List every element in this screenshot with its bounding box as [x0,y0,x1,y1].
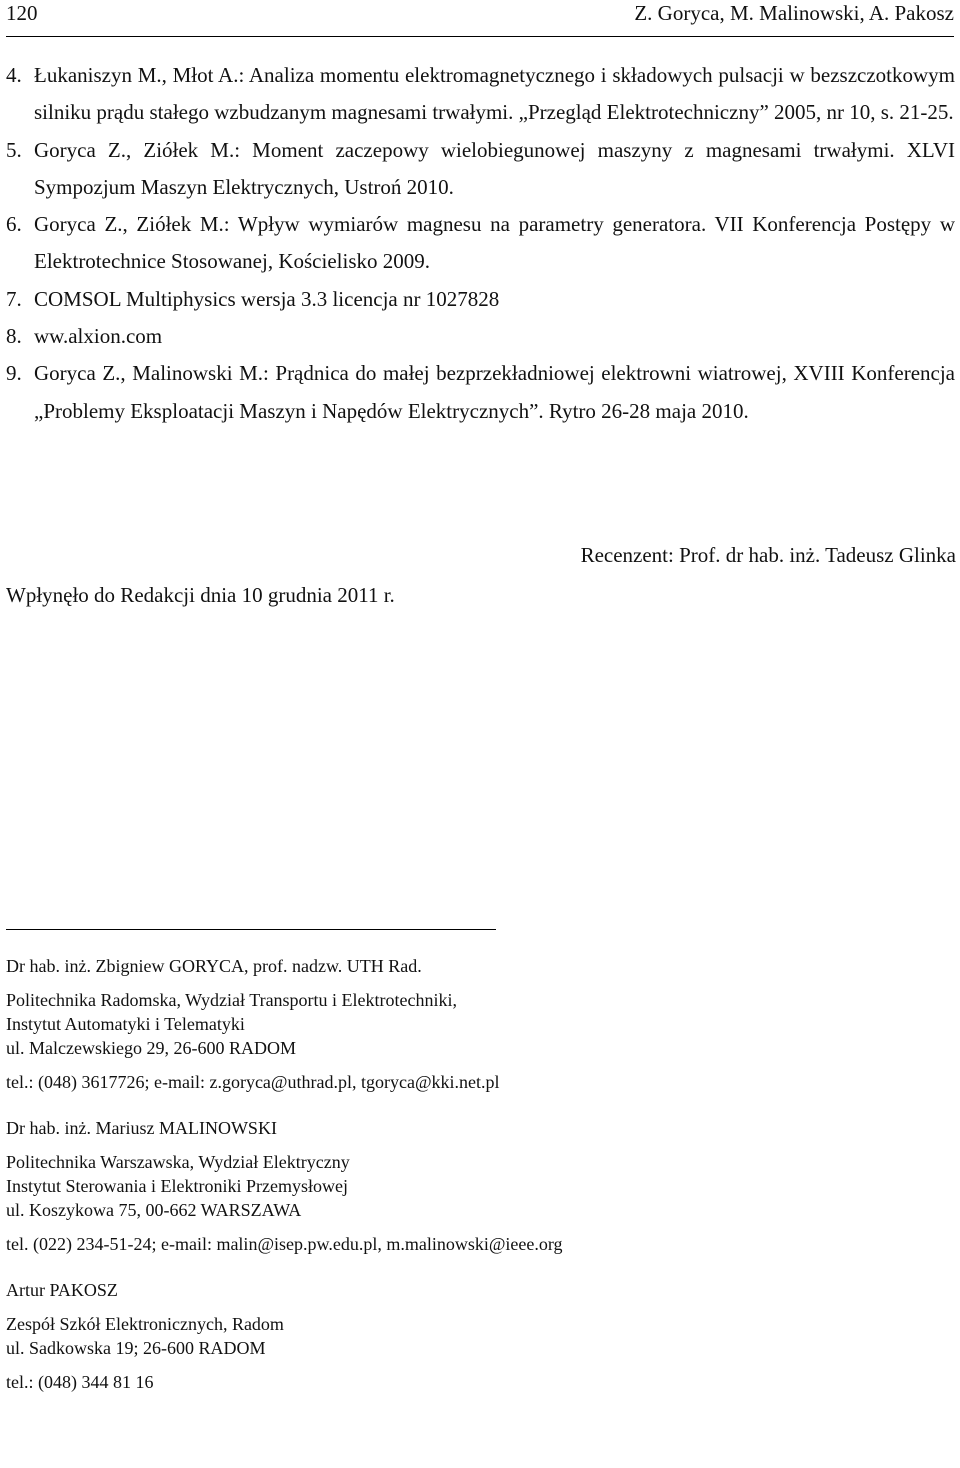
address-line: Instytut Sterowania i Elektroniki Przemysłowej [6,1176,348,1196]
reference-number: 9. [6,361,22,386]
address-line: Instytut Automatyki i Telematyki [6,1014,245,1034]
reference-item [6,281,955,318]
page-header [6,0,954,37]
author-affiliation [6,1278,563,1394]
author-contact: tel.: (048) 3617726; e-mail: z.goryca@uthrad.pl, tgoryca@kki.net.pl [6,1072,500,1092]
page-number: 120 [6,1,38,25]
received-date-note: Wpłynęło do Redakcji dnia 10 grudnia 2011 r. [6,583,395,607]
address-line: ul. Sadkowska 19; 26-600 RADOM [6,1338,266,1358]
address-line: ul. Koszykowa 75, 00-662 WARSZAWA [6,1200,302,1220]
reference-number: 6. [6,212,22,237]
reference-item [6,355,955,430]
author-contact: tel.: (048) 344 81 16 [6,1372,154,1392]
reference-item [6,132,955,207]
footnote-divider [6,929,496,930]
author-affiliation [6,954,563,1094]
reference-text: Goryca Z., Ziółek M.: Moment zaczepowy wielobiegunowej maszyny z magnesami trwałymi. XLVI Sympozjum Maszyn Elektrycznych, Ustroń 2010. [34,137,955,199]
reference-item [6,318,955,355]
reference-number: 8. [6,324,22,349]
address-line: Politechnika Radomska, Wydział Transportu i Elektrotechniki, [6,990,458,1010]
address-line: Politechnika Warszawska, Wydział Elektryczny [6,1152,350,1172]
reference-text: Łukaniszyn M., Młot A.: Analiza momentu elektromagnetycznego i składowych pulsacji w bezszczotkowym silniku prądu stałego wzbudzanym magnesami trwałymi. „Przegląd Elektrotechniczny” 2005, nr 10, s. 21-25. [34,63,955,125]
reference-number: 5. [6,137,22,162]
reference-list [6,57,955,430]
reference-text: COMSOL Multiphysics wersja 3.3 licencja nr 1027828 [34,286,500,311]
address-line: Zespół Szkół Elektronicznych, Radom [6,1314,284,1334]
author-name: Artur PAKOSZ [6,1280,118,1300]
author-affiliations [6,954,563,1394]
reference-number: 4. [6,63,22,87]
author-contact: tel. (022) 234-51-24; e-mail: malin@isep.pw.edu.pl, m.malinowski@ieee.org [6,1234,563,1254]
reviewer-note: Recenzent: Prof. dr hab. inż. Tadeusz Glinka [580,543,956,567]
author-name: Dr hab. inż. Mariusz MALINOWSKI [6,1118,277,1138]
reference-text: ww.alxion.com [34,324,163,349]
running-authors: Z. Goryca, M. Malinowski, A. Pakosz [634,1,954,25]
reference-number: 7. [6,286,22,311]
reference-text: Goryca Z., Ziółek M.: Wpływ wymiarów magnesu na parametry generatora. VII Konferencja Postępy w Elektrotechnice Stosowanej, Kościelisko 2009. [34,212,955,274]
reference-text: Goryca Z., Malinowski M.: Prądnica do małej bezprzekładniowej elektrowni wiatrowej, XVIII Konferencja „Problemy Eksploatacji Maszyn i Napędów Elektrycznych”. Rytro 26-28 maja 2010. [34,361,955,423]
reference-item [6,206,955,281]
author-affiliation [6,1116,563,1256]
address-line: ul. Malczewskiego 29, 26-600 RADOM [6,1038,296,1058]
reference-item [6,57,955,132]
author-name: Dr hab. inż. Zbigniew GORYCA, prof. nadzw. UTH Rad. [6,956,422,976]
